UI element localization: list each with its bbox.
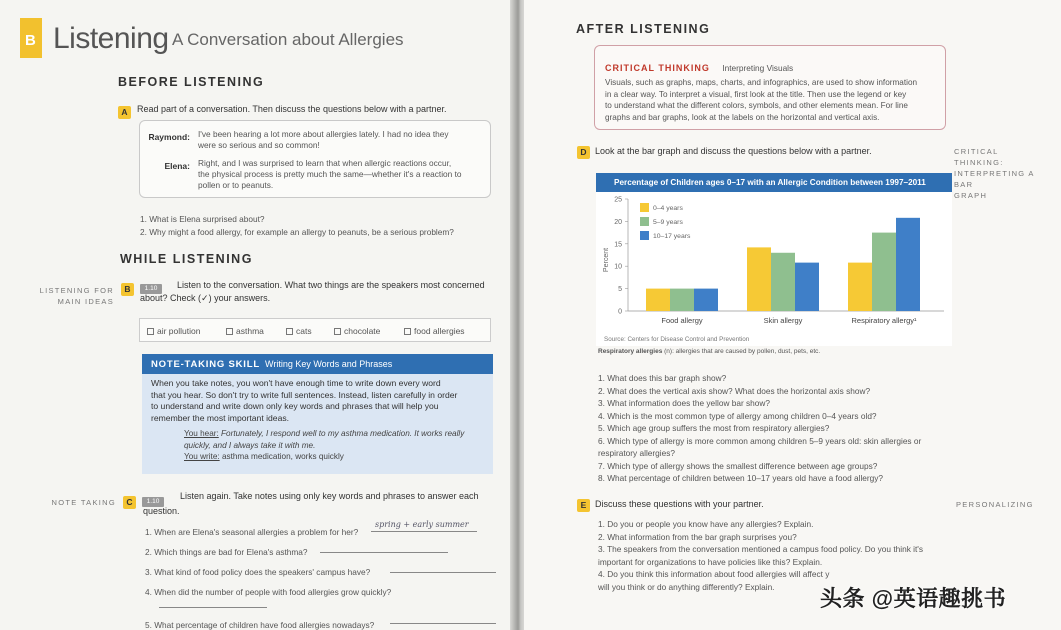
checkbox[interactable] (334, 328, 341, 335)
ct-title: CRITICAL THINKING (605, 63, 710, 73)
after-listening-heading: AFTER LISTENING (576, 22, 711, 36)
option-air-pollution[interactable]: air pollution (147, 326, 200, 336)
bar-0-1 (670, 289, 694, 311)
ct-subtitle: Interpreting Visuals (722, 63, 794, 73)
exercise-a-instruction: Read part of a conversation. Then discuss the questions below with a partner. (137, 104, 447, 114)
glossary-note (598, 348, 820, 355)
section-badge: B (20, 18, 42, 58)
y-tick-label: 0 (618, 308, 622, 316)
page-title: Listening (53, 22, 169, 55)
exercise-b-letter: B (121, 283, 134, 296)
bar-0-2 (694, 289, 718, 311)
list-item: 2. What does the vertical axis show? What does the horizontal axis show? (598, 385, 871, 396)
checkbox[interactable] (147, 328, 154, 335)
note-box-example: You hear: Fortunately, I respond well to my asthma medication. It works really quickly, and I always take it with me. You write: asthma medication, works quickly (184, 429, 465, 461)
answer-line-4[interactable] (159, 598, 267, 608)
bar-1-1 (771, 253, 795, 311)
option-asthma[interactable]: asthma (226, 326, 264, 336)
side-label-main-ideas: LISTENING FOR MAIN IDEAS (39, 286, 114, 306)
option-chocolate[interactable]: chocolate (334, 326, 380, 336)
answer-line-5[interactable] (390, 614, 496, 624)
checkbox[interactable] (404, 328, 411, 335)
checkbox[interactable] (286, 328, 293, 335)
watermark: 头条 @英语趣挑书 (820, 586, 1007, 611)
category-label: Respiratory allergy¹ (851, 316, 917, 325)
chart-plot (596, 192, 952, 346)
list-item: respiratory allergies? (598, 448, 676, 458)
list-item: will you think or do anything differently? Explain. (598, 581, 775, 592)
exercise-c-instruction: Listen again. Take notes using only key words and phrases to answer each (180, 491, 479, 501)
list-item: important for organizations to have policies like this? Explain. (598, 556, 823, 567)
bar-0-0 (646, 289, 670, 311)
c-question-2: 2. Which things are bad for Elena's asthma? (145, 547, 308, 557)
exercise-b-instruction: Listen to the conversation. What two things are the speakers most concerned (177, 280, 485, 290)
note-box-header (142, 354, 493, 374)
page-subtitle: A Conversation about Allergies (172, 30, 404, 49)
c-question-4: 4. When did the number of people with food allergies grow quickly? (145, 587, 392, 597)
exercise-e-letter: E (577, 499, 590, 512)
bar-2-1 (872, 233, 896, 311)
checkbox-options (139, 318, 491, 342)
bar-1-2 (795, 263, 819, 311)
exercise-c-letter: C (123, 496, 136, 509)
note-taking-skill-box (142, 354, 493, 474)
critical-thinking-box (594, 45, 946, 130)
note-box-subtitle: Writing Key Words and Phrases (265, 359, 393, 369)
list-item: 4. Which is the most common type of allergy among children 0–4 years old? (598, 410, 877, 421)
glossary-definition: (n): allergies that are caused by pollen, dust, pets, etc. (664, 348, 821, 355)
answer-line-3[interactable] (390, 563, 496, 573)
checkbox[interactable] (226, 328, 233, 335)
dialog-box (139, 120, 491, 198)
exercise-b-instruction-2: about? Check (✓) your answers. (140, 293, 271, 303)
y-tick-label: 5 (618, 286, 622, 294)
option-food-allergies[interactable]: food allergies (404, 326, 465, 336)
exercise-a-questions (140, 213, 454, 238)
exercise-d-instruction: Look at the bar graph and discuss the questions below with a partner. (595, 146, 872, 156)
exercise-a-letter: A (118, 106, 131, 119)
legend-swatch (640, 231, 649, 240)
legend-label: 0–4 years (653, 205, 683, 212)
bar-2-0 (848, 263, 872, 311)
chart-title: Percentage of Children ages 0–17 with an Allergic Condition between 1997–2011 (614, 178, 926, 187)
side-label-interpreting-graph: CRITICAL THINKING: INTERPRETING A BAR GRAPH (954, 147, 1035, 200)
bar-1-0 (747, 247, 771, 311)
legend-label: 10–17 years (653, 233, 691, 240)
exercise-d-letter: D (577, 146, 590, 159)
y-tick-label: 15 (614, 241, 622, 249)
c-question-1: 1. When are Elena's seasonal allergies a problem for her? (145, 527, 359, 537)
legend-label: 5–9 years (653, 219, 683, 226)
legend-swatch (640, 203, 649, 212)
y-tick-label: 20 (614, 218, 622, 226)
ct-header (605, 58, 793, 76)
list-item: 5. Which age group suffers the most from respiratory allergies? (598, 423, 830, 433)
exercise-d-questions (598, 372, 921, 485)
c-question-5: 5. What percentage of children have food allergies nowadays? (145, 620, 375, 630)
list-item: 6. Which type of allergy is more common among children 5–9 years old: skin allergies or (598, 435, 922, 446)
audio-track-icon[interactable]: 1.10 (142, 497, 164, 507)
list-item: 2. Why might a food allergy, for example an allergy to peanuts, be a serious problem? (140, 226, 454, 237)
speaker-raymond: Raymond: (148, 132, 190, 142)
y-axis-label: Percent (603, 247, 610, 273)
dialog-line: I've been hearing a lot more about allergies lately. I had no idea they were so serious and so common! (198, 129, 449, 150)
list-item: 8. What percentage of children between 10–17 years old have a food allergy? (598, 473, 884, 483)
right-page (524, 0, 1061, 630)
ct-body: Visuals, such as graphs, maps, charts, and infographics, are used to show information in a clear way. To interpret a visual, first look at the title. Then use the legend or key to understand what the different colors, symbols, and other elements mean. For line graphs and bar graphs, look at the labels on the horizontal and vertical axis. (605, 78, 918, 122)
list-item: 1. What does this bar graph show? (598, 373, 727, 383)
list-item: 1. What is Elena surprised about? (140, 214, 265, 224)
bar-2-2 (896, 218, 920, 311)
chart-source: Source: Centers for Disease Control and Prevention (604, 336, 750, 343)
while-listening-heading: WHILE LISTENING (120, 252, 253, 266)
left-page (0, 0, 516, 630)
list-item: 1. Do you or people you know have any allergies? Explain. (598, 519, 814, 529)
list-item: 3. What information does the yellow bar show? (598, 398, 771, 408)
option-cats[interactable]: cats (286, 326, 312, 336)
audio-track-icon[interactable]: 1.10 (140, 284, 162, 294)
side-label-note-taking: NOTE TAKING (51, 498, 116, 507)
speaker-elena: Elena: (164, 161, 190, 171)
category-label: Food allergy (661, 316, 703, 325)
note-box-title: NOTE-TAKING SKILL (151, 359, 260, 370)
answer-line-2[interactable] (320, 543, 448, 553)
note-box-body: When you take notes, you won't have enough time to write down every word that you hear. So don't try to write full sentences. Instead, listen carefully in order to understand and write down only key words and phrases that will help you remember the most important ideas. (151, 378, 458, 423)
list-item: 3. The speakers from the conversation mentioned a campus food policy. Do you think it's (598, 544, 924, 554)
y-tick-label: 10 (614, 263, 622, 271)
answer-line-1[interactable] (371, 522, 477, 532)
exercise-c-instruction-2: question. (143, 506, 180, 516)
list-item: 7. Which type of allergy shows the smallest difference between age groups? (598, 460, 878, 471)
side-label-personalizing: PERSONALIZING (956, 500, 1034, 509)
dialog-line: Right, and I was surprised to learn that when allergic reactions occur, the physical process is pretty much the same—whether it's a reaction to pollen or to peanuts. (198, 158, 462, 190)
list-item: 2. What information from the bar graph surprises you? (598, 531, 797, 542)
glossary-term: Respiratory allergies (598, 348, 663, 355)
list-item: 4. Do you think this information about food allergies will affect y (598, 569, 830, 579)
category-label: Skin allergy (763, 316, 803, 325)
handwritten-answer: spring + early summer (375, 520, 469, 529)
bar-chart (596, 173, 952, 346)
c-question-3: 3. What kind of food policy does the speakers' campus have? (145, 567, 371, 577)
before-listening-heading: BEFORE LISTENING (118, 75, 265, 89)
y-tick-label: 25 (614, 196, 622, 204)
chart-title-bar (596, 173, 952, 192)
exercise-e-instruction: Discuss these questions with your partner. (595, 499, 764, 509)
legend-swatch (640, 217, 649, 226)
